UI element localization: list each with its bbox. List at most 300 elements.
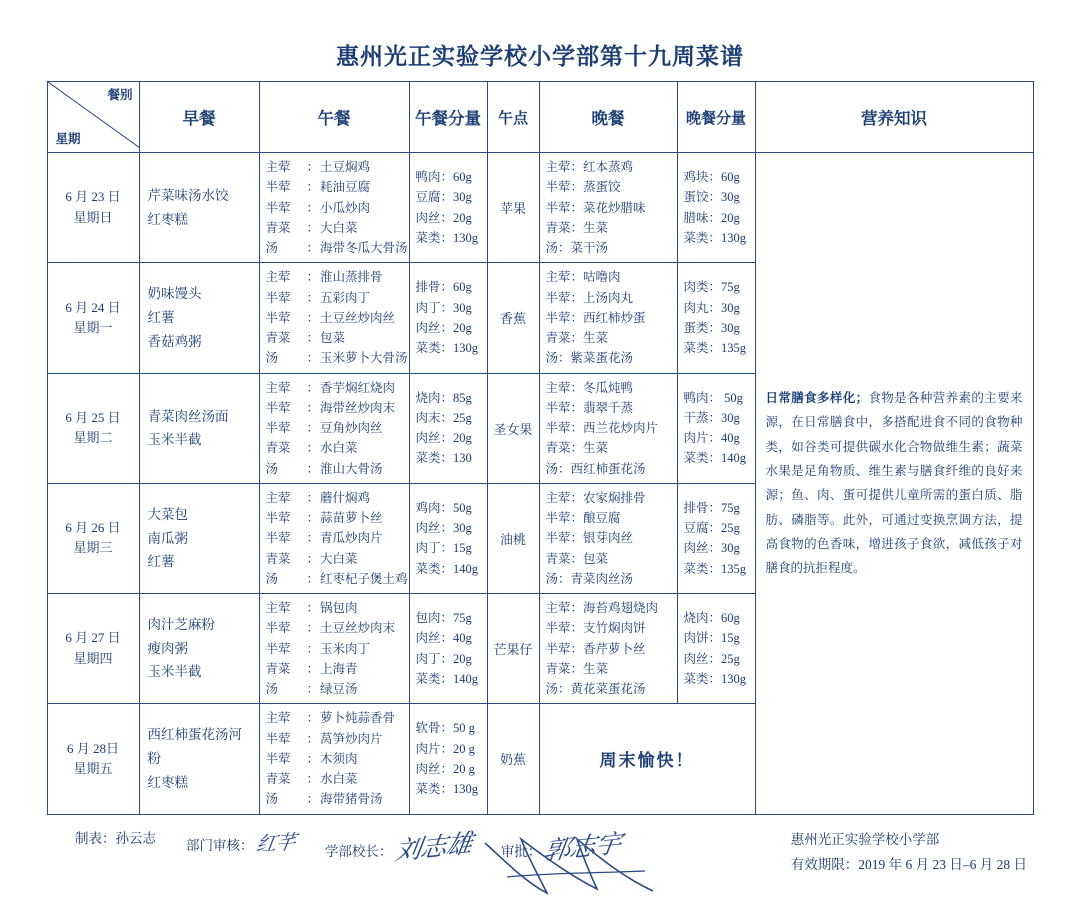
dish-name: 莴笋炒肉片 — [320, 731, 383, 746]
colon-separator: ： — [570, 621, 584, 636]
dinner-item — [546, 348, 671, 368]
colon-separator: ： — [306, 461, 320, 476]
date-value: 6 月 24 日 — [65, 299, 121, 315]
cell-date — [47, 263, 139, 373]
cell-snack: 油桃 — [487, 483, 539, 593]
cell-dinner — [539, 263, 677, 373]
lunch-item — [266, 488, 403, 508]
lunch-item — [266, 288, 403, 308]
dish-category: 青菜 — [265, 772, 291, 786]
dinner-item — [546, 569, 671, 589]
dish-category: 半荤 — [545, 531, 571, 546]
colon-separator: ： — [306, 792, 320, 807]
dinner-item — [546, 438, 671, 458]
cell-snack: 芒果仔 — [487, 594, 539, 704]
dinner-item — [546, 238, 671, 258]
cell-breakfast — [139, 483, 259, 593]
dinner-item — [546, 508, 671, 528]
dish-name: 绿豆汤 — [320, 682, 358, 696]
dish-category: 青菜 — [265, 220, 291, 235]
dish-category: 半荤 — [265, 200, 291, 215]
dish-category: 汤 — [545, 241, 559, 255]
table-header-row — [47, 82, 1033, 153]
lunch-item — [266, 508, 403, 528]
nutrition-heading: 日常膳食多样化； — [765, 390, 869, 405]
portion-item: 菜类：140g — [415, 561, 479, 576]
colon-separator: ： — [306, 751, 320, 766]
header-dinner-portion: 晚餐分量 — [677, 82, 755, 153]
breakfast-item: 大菜包 — [147, 506, 188, 522]
cell-date — [47, 153, 139, 263]
dish-name: 香芹萝卜丝 — [583, 641, 646, 656]
approver-signature: 郭志宇 — [541, 828, 623, 866]
cell-lunch — [259, 153, 409, 263]
weekday-value: 星期日 — [73, 209, 113, 225]
colon-separator: ： — [570, 160, 584, 174]
dish-category: 半荤 — [545, 511, 571, 525]
dish-name: 银芽肉丝 — [583, 531, 634, 546]
dish-category: 主荤 — [545, 270, 571, 285]
colon-separator: ： — [558, 571, 571, 586]
dish-name: 玉米萝卜大骨汤 — [320, 351, 408, 366]
colon-separator: ： — [558, 351, 571, 366]
colon-separator: ： — [306, 331, 320, 345]
portion-item: 豆腐：30g — [415, 190, 472, 205]
dish-category: 半荤 — [545, 400, 571, 415]
dinner-item — [546, 488, 671, 508]
date-value: 6 月 25 日 — [65, 409, 121, 425]
lunch-item — [266, 528, 403, 548]
date-value: 6 月 27 日 — [65, 630, 121, 646]
principal-signature: 刘志雄 — [392, 828, 474, 866]
dish-category: 半荤 — [545, 310, 571, 325]
colon-separator: ： — [558, 682, 571, 696]
dinner-item — [546, 378, 671, 398]
dish-category: 青菜 — [265, 551, 291, 566]
cell-breakfast — [139, 373, 259, 483]
lunch-item — [266, 198, 403, 218]
dish-category: 汤 — [265, 241, 279, 255]
weekday-value: 星期三 — [73, 540, 113, 556]
dish-name: 冬瓜炖鸭 — [583, 380, 634, 395]
colon-separator: ： — [306, 711, 320, 726]
colon-separator: ： — [306, 772, 320, 786]
cell-nutrition-knowledge — [755, 153, 1033, 815]
dish-category: 青菜 — [545, 441, 571, 456]
dish-category: 汤 — [265, 461, 279, 476]
colon-separator: ： — [306, 441, 320, 456]
portion-item: 肉丝：30g — [415, 521, 472, 536]
dish-name: 农家焖排骨 — [583, 490, 646, 505]
cell-date — [47, 373, 139, 483]
approver-block — [500, 827, 623, 866]
breakfast-item: 肉汁芝麻粉 — [147, 617, 215, 633]
portion-item: 菜类：140g — [683, 451, 747, 466]
footer-org-block — [791, 827, 1027, 878]
dish-name: 西红柿蛋花汤 — [570, 461, 646, 476]
dish-name: 淮山大骨汤 — [320, 461, 383, 476]
breakfast-item: 芹菜味汤水饺 — [147, 188, 229, 203]
breakfast-item: 红枣糕 — [147, 774, 188, 790]
dinner-item — [546, 459, 671, 479]
colon-separator: ： — [306, 661, 320, 676]
colon-separator: ： — [306, 241, 320, 255]
cell-dinner — [539, 594, 677, 704]
portion-item: 豆腐：25g — [683, 521, 740, 536]
portion-item: 蛋类：30g — [683, 320, 740, 335]
portion-item: 烧肉：60g — [683, 611, 740, 626]
approver-label: 审批： — [500, 843, 542, 859]
colon-separator: ： — [570, 421, 584, 435]
portion-item: 烧肉：85g — [415, 390, 472, 405]
dish-name: 萝卜炖蒜香骨 — [320, 711, 396, 726]
lunch-item — [266, 659, 403, 679]
colon-separator: ： — [558, 461, 571, 476]
cell-date — [47, 704, 139, 814]
portion-item: 肉饼：15g — [683, 631, 740, 646]
portion-item: 肉丁：15g — [415, 541, 472, 556]
portion-item: 肉丝：30g — [683, 541, 740, 556]
breakfast-item: 南瓜粥 — [147, 530, 188, 546]
document-footer — [47, 827, 1033, 897]
cell-date — [47, 594, 139, 704]
cell-lunch-portion — [409, 483, 487, 593]
colon-separator: ： — [306, 160, 320, 174]
dish-category: 主荤 — [545, 160, 571, 174]
colon-separator: ： — [570, 531, 584, 546]
portion-item: 肉类：75g — [683, 280, 740, 295]
colon-separator: ： — [306, 551, 320, 566]
dish-name: 蒸蛋饺 — [583, 180, 621, 195]
colon-separator: ： — [306, 351, 320, 366]
cell-snack: 苹果 — [487, 153, 539, 263]
breakfast-item: 红枣糕 — [147, 211, 188, 227]
cell-breakfast — [139, 594, 259, 704]
colon-separator: ： — [306, 421, 320, 435]
dish-name: 红本蒸鸡 — [583, 160, 634, 174]
dish-name: 生菜 — [583, 220, 609, 235]
portion-item: 菜类：130g — [683, 671, 747, 686]
dish-name: 海带冬瓜大骨汤 — [320, 241, 408, 255]
cell-lunch — [259, 704, 409, 814]
corner-day-label: 星期 — [55, 132, 81, 146]
colon-separator: ： — [570, 551, 584, 566]
colon-separator: ： — [306, 511, 320, 525]
portion-item: 肉丝：20g — [415, 320, 472, 335]
date-value: 6 月 23 日 — [65, 189, 121, 205]
colon-separator: ： — [570, 331, 584, 345]
weekday-value: 星期二 — [73, 430, 113, 446]
dish-name: 豆角炒肉丝 — [320, 421, 383, 435]
dinner-item — [546, 267, 671, 287]
dinner-item — [546, 549, 671, 569]
dish-category: 青菜 — [265, 331, 291, 345]
dish-category: 半荤 — [265, 641, 291, 656]
dinner-item — [546, 198, 671, 218]
dinner-item — [546, 659, 671, 679]
lunch-item — [266, 438, 403, 458]
cell-lunch-portion — [409, 263, 487, 373]
dish-name: 土豆丝炒肉末 — [320, 621, 396, 636]
breakfast-item: 玉米半截 — [147, 664, 202, 680]
header-snack: 午点 — [487, 82, 539, 153]
breakfast-item: 西红柿蛋花汤河粉 — [147, 727, 242, 767]
cell-dinner — [539, 153, 677, 263]
dish-name: 酿豆腐 — [583, 511, 621, 525]
dish-category: 主荤 — [545, 601, 571, 615]
lunch-item — [266, 708, 403, 728]
lunch-item — [266, 459, 403, 479]
colon-separator: ： — [306, 601, 320, 615]
dish-name: 包菜 — [320, 331, 346, 345]
colon-separator: ： — [570, 490, 584, 505]
dish-name: 木须肉 — [320, 751, 358, 766]
dish-name: 五彩肉丁 — [320, 290, 371, 305]
dish-category: 汤 — [545, 571, 559, 586]
cell-date — [47, 483, 139, 593]
dish-name: 西红柿炒蛋 — [583, 310, 646, 325]
colon-separator: ： — [570, 290, 584, 305]
dish-category: 半荤 — [545, 621, 571, 636]
dish-category: 主荤 — [545, 490, 571, 505]
cell-lunch-portion — [409, 704, 487, 814]
cell-snack: 奶蕉 — [487, 704, 539, 814]
colon-separator: ： — [306, 310, 320, 325]
header-breakfast: 早餐 — [139, 82, 259, 153]
lunch-item — [266, 729, 403, 749]
dish-category: 半荤 — [265, 531, 291, 546]
dish-category: 半荤 — [545, 421, 571, 435]
portion-item: 肉丝：25g — [683, 651, 740, 666]
dish-category: 汤 — [265, 682, 279, 696]
principal-label: 学部校长： — [324, 843, 393, 859]
cell-lunch-portion — [409, 594, 487, 704]
colon-separator: ： — [306, 200, 320, 215]
cell-lunch — [259, 373, 409, 483]
dish-name: 海带丝炒肉末 — [320, 400, 396, 415]
lunch-item — [266, 618, 403, 638]
lunch-item — [266, 598, 403, 618]
portion-item: 菜类：135g — [683, 341, 747, 356]
dish-name: 小瓜炒肉 — [320, 200, 371, 215]
dish-name: 土豆丝炒肉丝 — [320, 310, 396, 325]
colon-separator: ： — [570, 400, 584, 415]
header-lunch: 午餐 — [259, 82, 409, 153]
dish-name: 菜花炒腊味 — [583, 200, 646, 215]
dinner-item — [546, 618, 671, 638]
dish-category: 半荤 — [265, 421, 291, 435]
dish-category: 汤 — [545, 351, 559, 366]
dish-category: 汤 — [265, 571, 279, 586]
lunch-item — [266, 378, 403, 398]
dish-name: 生菜 — [583, 441, 609, 456]
dish-category: 汤 — [545, 682, 559, 696]
colon-separator: ： — [570, 601, 584, 615]
dish-category: 主荤 — [265, 380, 291, 395]
dish-name: 海带猪骨汤 — [320, 792, 383, 807]
lunch-item — [266, 769, 403, 789]
dinner-item — [546, 177, 671, 197]
lunch-item — [266, 549, 403, 569]
dish-name: 香芋焖红烧肉 — [320, 380, 396, 395]
portion-item: 鸡块：60g — [683, 170, 740, 185]
colon-separator: ： — [570, 641, 584, 656]
weekday-value: 星期一 — [73, 319, 113, 335]
breakfast-item: 红薯 — [147, 554, 175, 570]
breakfast-item: 香菇鸡粥 — [147, 333, 202, 349]
dish-name: 锅包肉 — [320, 601, 358, 615]
dish-category: 青菜 — [265, 661, 291, 676]
dish-category: 半荤 — [265, 310, 291, 325]
dish-name: 西兰花炒肉片 — [583, 421, 659, 435]
table-body — [47, 153, 1033, 815]
cell-lunch — [259, 483, 409, 593]
cell-lunch-portion — [409, 153, 487, 263]
colon-separator: ： — [570, 180, 584, 195]
dept-review-block — [186, 827, 295, 856]
portion-item: 肉丝：40g — [415, 631, 472, 646]
dish-category: 青菜 — [265, 441, 291, 456]
colon-separator: ： — [570, 270, 584, 285]
dish-name: 淮山蒸排骨 — [320, 270, 383, 285]
dish-name: 青瓜炒肉片 — [320, 531, 383, 546]
cell-lunch — [259, 263, 409, 373]
dish-name: 上海青 — [320, 661, 358, 676]
portion-item: 菜类：130g — [415, 230, 479, 245]
colon-separator: ： — [306, 621, 320, 636]
colon-separator: ： — [306, 641, 320, 656]
principal-block — [324, 827, 474, 866]
dish-category: 主荤 — [265, 490, 291, 505]
portion-item: 排骨：60g — [415, 280, 472, 295]
cell-weekend-note: 周末愉快！ — [539, 704, 755, 814]
header-nutrition: 营养知识 — [755, 82, 1033, 153]
colon-separator: ： — [570, 661, 584, 676]
dish-name: 上汤肉丸 — [583, 290, 634, 305]
dish-name: 耗油豆腐 — [320, 180, 371, 195]
lunch-item — [266, 177, 403, 197]
lunch-item — [266, 639, 403, 659]
colon-separator: ： — [306, 290, 320, 305]
colon-separator: ： — [558, 241, 571, 255]
colon-separator: ： — [306, 571, 320, 586]
portion-item: 肉末：25g — [415, 410, 472, 425]
date-value: 6 月 26 日 — [65, 520, 121, 536]
breakfast-item: 青菜肉丝汤面 — [147, 408, 229, 424]
dish-name: 生菜 — [583, 661, 609, 676]
portion-item: 菜类：130g — [415, 341, 479, 356]
cell-breakfast — [139, 263, 259, 373]
dish-name: 海苔鸡翅烧肉 — [583, 601, 659, 615]
dinner-item — [546, 308, 671, 328]
colon-separator: ： — [306, 180, 320, 195]
colon-separator: ： — [306, 270, 320, 285]
corner-header-cell — [47, 82, 139, 153]
dish-name: 翡翠千蒸 — [583, 400, 634, 415]
portion-item: 肉丝：20g — [415, 210, 472, 225]
dish-category: 半荤 — [265, 290, 291, 305]
dish-category: 半荤 — [545, 180, 571, 195]
colon-separator: ： — [570, 220, 584, 235]
dish-name: 紫菜蛋花汤 — [570, 351, 634, 366]
dish-category: 主荤 — [265, 601, 291, 615]
dish-name: 咕噜肉 — [583, 270, 621, 285]
lunch-item — [266, 267, 403, 287]
lunch-item — [266, 749, 403, 769]
portion-item: 菜类：130g — [683, 230, 747, 245]
dish-name: 水白菜 — [320, 441, 358, 456]
portion-item: 菜类：140g — [415, 671, 479, 686]
dish-name: 菜干汤 — [570, 241, 609, 255]
cell-breakfast — [139, 704, 259, 814]
lunch-item — [266, 218, 403, 238]
breakfast-item: 瘦肉粥 — [147, 640, 188, 656]
portion-item: 排骨：75g — [683, 500, 740, 515]
table-row — [47, 153, 1033, 263]
dinner-item — [546, 639, 671, 659]
dish-category: 汤 — [265, 792, 279, 807]
dinner-item — [546, 398, 671, 418]
dinner-item — [546, 288, 671, 308]
dish-category: 半荤 — [265, 751, 291, 766]
nutrition-body: 食物是各种营养素的主要来源，在日常膳食中，多搭配进食不同的食物种类，如谷类可提供碳水化合物做维生素；蔬菜水果是足角物质、维生素与膳食纤维的良好来源；鱼、肉、蛋可提供儿童所需的蛋白质、脂肪、磷脂等。此外，可通过变换烹调方法，提高食物的色香味，增进孩子食欲，减低孩子对膳食的抗拒程度。 — [765, 390, 1023, 576]
footer-signature-row — [75, 827, 650, 864]
cell-dinner-portion — [677, 483, 755, 593]
dept-review-label: 部门审核： — [186, 837, 254, 853]
lunch-item — [266, 398, 403, 418]
breakfast-item: 红薯 — [147, 310, 175, 326]
dish-category: 青菜 — [545, 551, 571, 566]
cell-lunch-portion — [409, 373, 487, 483]
portion-item: 软骨：50 g — [415, 721, 475, 736]
colon-separator: ： — [306, 531, 320, 546]
portion-item: 肉丸：30g — [683, 300, 740, 315]
dish-category: 主荤 — [265, 160, 291, 174]
breakfast-item: 奶味馒头 — [147, 286, 202, 302]
dish-category: 青菜 — [545, 661, 571, 676]
dish-category: 半荤 — [265, 400, 291, 415]
colon-separator: ： — [570, 310, 584, 325]
portion-item: 干蒸：30g — [683, 410, 740, 425]
dinner-item — [546, 157, 671, 177]
org-name: 惠州光正实验学校小学部 — [790, 831, 940, 847]
cell-dinner-portion — [677, 373, 755, 483]
cell-breakfast — [139, 153, 259, 263]
portion-item: 菜类：130 — [415, 451, 472, 466]
colon-separator: ： — [306, 400, 320, 415]
lunch-item — [266, 157, 403, 177]
lunch-item — [265, 238, 408, 258]
portion-item: 腊味：20g — [683, 210, 740, 225]
dish-category: 半荤 — [265, 731, 291, 746]
dish-category: 汤 — [265, 351, 279, 366]
dish-name: 支竹焖肉饼 — [583, 621, 646, 636]
dish-category: 半荤 — [545, 290, 571, 305]
colon-separator: ： — [306, 731, 320, 746]
colon-separator: ： — [306, 682, 320, 696]
dinner-item — [546, 528, 671, 548]
portion-item: 肉丝：20g — [415, 431, 472, 446]
dish-category: 主荤 — [265, 711, 291, 726]
dish-name: 红枣杞子煲土鸡 — [320, 571, 408, 586]
colon-separator: ： — [306, 490, 320, 505]
lunch-item — [266, 679, 403, 699]
colon-separator: ： — [570, 441, 584, 456]
cell-snack: 圣女果 — [487, 373, 539, 483]
dish-category: 半荤 — [545, 200, 571, 215]
cell-snack: 香蕉 — [487, 263, 539, 373]
header-dinner: 晚餐 — [539, 82, 677, 153]
